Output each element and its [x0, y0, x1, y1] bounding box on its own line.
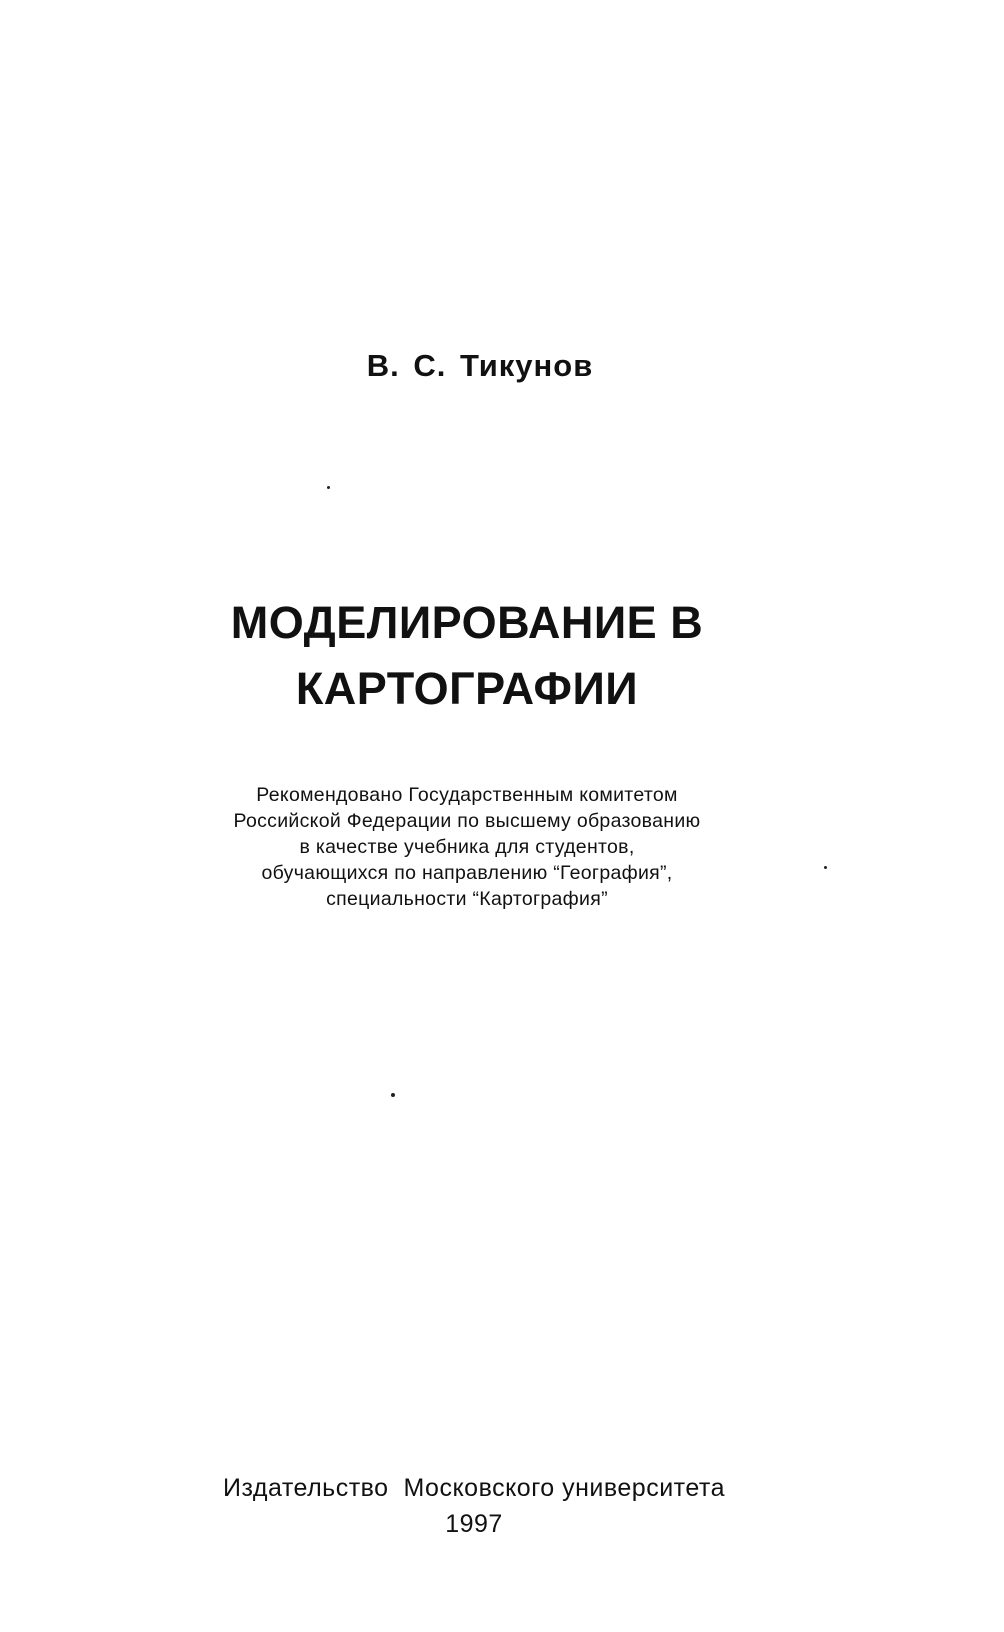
print-speck [391, 1093, 395, 1097]
book-title [0, 590, 934, 722]
print-speck [824, 866, 827, 869]
recommendation-line-2: Российской Федерации по высшему образованию [233, 810, 701, 832]
book-title-line-2: КАРТОГРАФИИ [295, 663, 639, 714]
recommendation-text [0, 782, 934, 912]
recommendation-line-3: в качестве учебника для студентов, [299, 836, 635, 858]
print-speck [327, 486, 330, 489]
publisher-name: Издательство Московского университета [223, 1474, 725, 1502]
book-title-line-1: МОДЕЛИРОВАНИЕ В [230, 597, 704, 648]
recommendation-line-5: специальности “Картография” [326, 888, 608, 910]
publisher-block [0, 1470, 948, 1542]
recommendation-line-1: Рекомендовано Государственным комитетом [256, 784, 678, 806]
author-name: В. С. Тикунов [366, 348, 594, 383]
recommendation-line-4: обучающихся по направлению “География”, [261, 862, 673, 884]
publication-year: 1997 [445, 1510, 503, 1538]
